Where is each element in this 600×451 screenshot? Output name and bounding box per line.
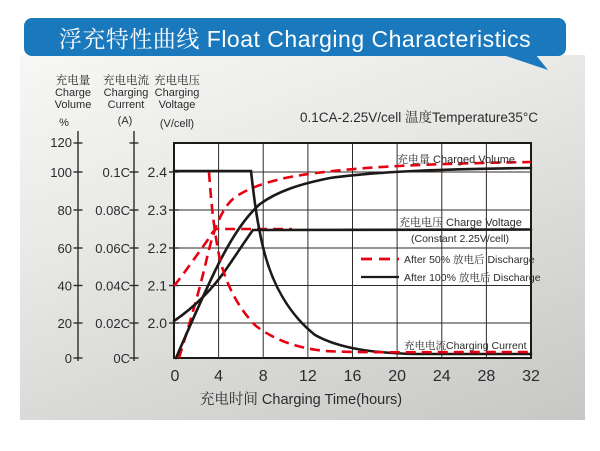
volume-tick-label: 100: [50, 165, 72, 180]
charge-volume-axis: [74, 131, 83, 361]
x-tick-label: 4: [214, 368, 224, 385]
conditions-annotation: 0.1CA-2.25V/cell 温度Temperature35°C: [300, 110, 539, 125]
x-tick-labels: [171, 368, 540, 385]
voltage-axis-title-zh: 充电电压: [154, 75, 200, 87]
current-tick-label: 0.1C: [102, 165, 130, 180]
legend-after100-label: After 100% 放电后 Discharge: [404, 272, 541, 284]
voltage-tick-label: 2.2: [147, 240, 167, 256]
x-tick-label: 24: [432, 368, 451, 385]
current-tick-label: 0.04C: [95, 278, 130, 294]
current-axis-unit: (A): [117, 115, 133, 127]
volume-tick-label: 120: [50, 135, 72, 150]
voltage-axis-unit: (V/cell): [159, 118, 195, 130]
x-tick-label: 20: [388, 368, 406, 385]
label-charging-current: 充电电流Charging Current: [404, 340, 527, 352]
x-tick-label: 0: [170, 368, 180, 385]
volume-axis-title-en1: Charge: [54, 87, 92, 99]
volume-axis-title-en2: Volume: [54, 99, 92, 111]
current-axis-title-zh: 充电电流: [103, 75, 149, 87]
current-tick-label: 0.02C: [95, 316, 130, 331]
label-charge-voltage-sub: (Constant 2.25V/cell): [411, 233, 510, 245]
volume-tick-label: 60: [57, 241, 72, 256]
current-tick-label: 0.06C: [95, 241, 130, 256]
volume-axis-unit: %: [59, 117, 69, 129]
current-tick-label: 0C: [113, 351, 130, 366]
voltage-axis-title-en2: Voltage: [158, 99, 196, 111]
volume-tick-label: 20: [57, 316, 72, 331]
volume-tick-label: 80: [57, 203, 72, 218]
voltage-tick-label: 2.0: [147, 315, 167, 331]
current-axis-title-en1: Charging: [103, 87, 149, 99]
x-tick-label: 16: [343, 368, 362, 385]
volume-tick-labels: [50, 135, 72, 366]
current-tick-label: 0.08C: [95, 203, 130, 218]
volume-tick-label: 40: [57, 278, 72, 294]
x-tick-label: 12: [299, 368, 317, 385]
voltage-axis-title-en1: Charging: [154, 87, 200, 99]
x-tick-label: 32: [522, 368, 540, 385]
legend-after50-label: After 50% 放电后 Discharge: [404, 254, 535, 266]
voltage-tick-label: 2.1: [147, 277, 167, 294]
x-tick-label: 28: [477, 368, 496, 385]
voltage-tick-label: 2.4: [147, 164, 167, 180]
label-charged-volume: 充电量 Charged Volume: [397, 154, 515, 166]
voltage-tick-labels: [148, 164, 168, 331]
volume-axis-title-zh: 充电量: [55, 75, 91, 87]
axis-headers: [55, 73, 201, 130]
label-charge-voltage: 充电电压 Charge Voltage: [399, 217, 522, 229]
charging-current-axis: [130, 131, 139, 361]
current-tick-labels: [95, 165, 130, 366]
x-tick-label: 8: [258, 368, 268, 385]
x-axis-title: 充电时间 Charging Time(hours): [199, 392, 403, 408]
voltage-tick-label: 2.3: [147, 202, 167, 218]
page-title: 浮充特性曲线 Float Charging Characteristics: [58, 25, 532, 52]
volume-tick-label: 0: [64, 351, 72, 366]
current-axis-title-en2: Current: [107, 99, 145, 111]
